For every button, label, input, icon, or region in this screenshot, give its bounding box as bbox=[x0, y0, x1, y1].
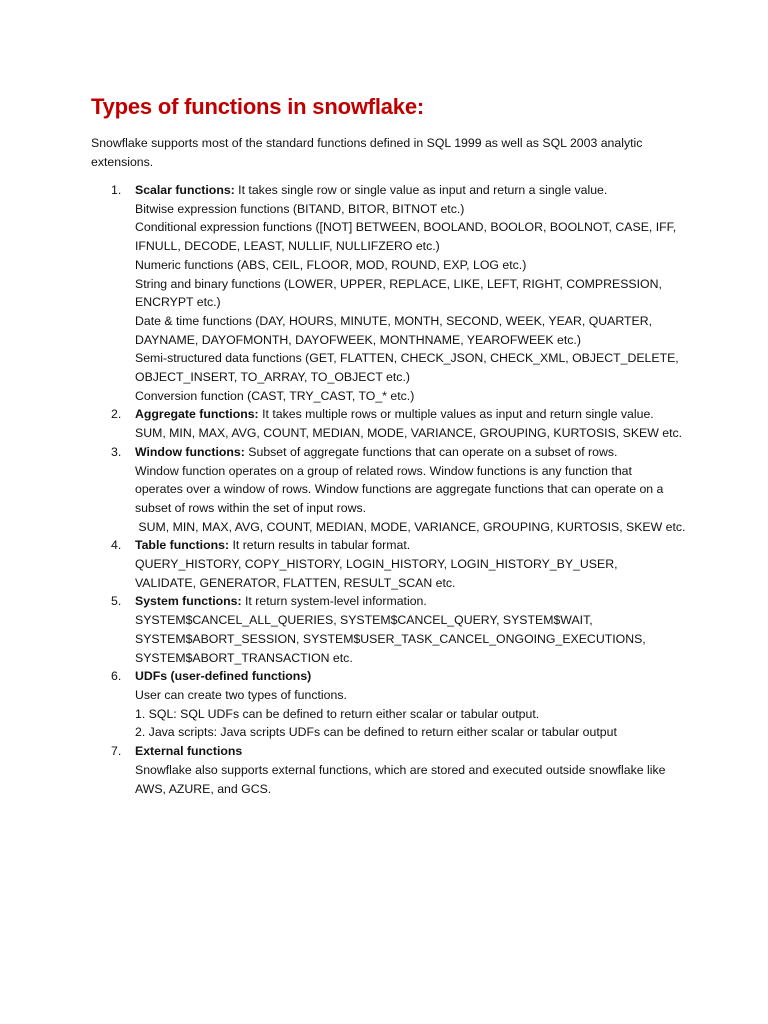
item-detail: Conversion function (CAST, TRY_CAST, TO_* etc.) bbox=[135, 388, 415, 403]
list-item-system-functions bbox=[0, 592, 680, 667]
list-number: 2. bbox=[111, 407, 122, 422]
item-summary: It takes multiple rows or multiple values as input and return single value. bbox=[258, 407, 654, 422]
list-number: 6. bbox=[111, 669, 122, 684]
item-detail: Numeric functions (ABS, CEIL, FLOOR, MOD, ROUND, EXP, LOG etc.) bbox=[135, 257, 527, 272]
list-item-aggregate-functions bbox=[0, 405, 683, 442]
item-heading: UDFs (user-defined functions) bbox=[135, 669, 312, 684]
intro-paragraph: Snowflake supports most of the standard functions defined in SQL 1999 as well as SQL 2003 analytic extensions. bbox=[91, 136, 643, 169]
list-item-table-functions bbox=[0, 536, 680, 592]
list-number: 4. bbox=[111, 538, 122, 553]
list-item-scalar-functions bbox=[0, 181, 680, 405]
item-heading: System functions: bbox=[135, 594, 242, 609]
list-number: 1. bbox=[111, 183, 122, 197]
item-summary: Subset of aggregate functions that can operate on a subset of rows. bbox=[244, 444, 618, 459]
item-detail: 2. Java scripts: Java scripts UDFs can be defined to return either scalar or tabular output bbox=[135, 725, 617, 740]
item-detail: Bitwise expression functions (BITAND, BITOR, BITNOT etc.) bbox=[135, 201, 465, 216]
item-detail: Semi-structured data functions (GET, FLATTEN, CHECK_JSON, CHECK_XML, OBJECT_DELETE, OBJECT_INSERT, TO_ARRAY, TO_OBJECT etc.) bbox=[135, 351, 679, 385]
item-summary: It return system-level information. bbox=[241, 594, 427, 609]
item-heading: Aggregate functions: bbox=[135, 407, 259, 422]
item-detail: Window function operates on a group of related rows. Window functions is any function that operates over a window of rows. Window functions are aggregate functions that can operate on a subset of rows within the set of input rows. bbox=[135, 463, 664, 515]
function-types-list bbox=[0, 181, 768, 798]
item-detail: User can create two types of functions. bbox=[135, 687, 347, 702]
document-title: Types of functions in snowflake: bbox=[91, 94, 424, 119]
item-detail: SYSTEM$CANCEL_ALL_QUERIES, SYSTEM$CANCEL_QUERY, SYSTEM$WAIT, SYSTEM$ABORT_SESSION, SYSTEM$USER_TASK_CANCEL_ONGOING_EXECUTIONS, SYSTEM$ABORT_TRANSACTION etc. bbox=[135, 613, 646, 665]
item-detail: Snowflake also supports external functions, which are stored and executed outside snowflake like AWS, AZURE, and GCS. bbox=[135, 762, 666, 796]
item-heading: Window functions: bbox=[135, 444, 245, 459]
item-detail: SUM, MIN, MAX, AVG, COUNT, MEDIAN, MODE, VARIANCE, GROUPING, KURTOSIS, SKEW etc. bbox=[135, 426, 683, 441]
item-detail: Date & time functions (DAY, HOURS, MINUTE, MONTH, SECOND, WEEK, YEAR, QUARTER, DAYNAME, DAYOFMONTH, DAYOFWEEK, MONTHNAME, YEAROFWEEK etc.) bbox=[135, 313, 653, 347]
item-summary: It return results in tabular format. bbox=[229, 538, 411, 553]
item-heading: Scalar functions: bbox=[135, 183, 235, 197]
item-summary: It takes single row or single value as input and return a single value. bbox=[234, 183, 608, 197]
list-number: 3. bbox=[111, 444, 122, 459]
list-item-udfs bbox=[0, 667, 680, 742]
item-heading: External functions bbox=[135, 744, 243, 759]
item-detail: SUM, MIN, MAX, AVG, COUNT, MEDIAN, MODE, VARIANCE, GROUPING, KURTOSIS, SKEW etc. bbox=[135, 519, 686, 534]
list-item-window-functions bbox=[0, 443, 686, 537]
item-heading: Table functions: bbox=[135, 538, 230, 553]
item-detail: 1. SQL: SQL UDFs can be defined to return either scalar or tabular output. bbox=[135, 706, 540, 721]
item-detail: Conditional expression functions ([NOT] BETWEEN, BOOLAND, BOOLOR, BOOLNOT, CASE, IFF, IFNULL, DECODE, LEAST, NULLIF, NULLIFZERO etc.) bbox=[135, 220, 677, 254]
item-detail: QUERY_HISTORY, COPY_HISTORY, LOGIN_HISTORY, LOGIN_HISTORY_BY_USER, VALIDATE, GENERATOR, FLATTEN, RESULT_SCAN etc. bbox=[135, 557, 618, 590]
item-detail: String and binary functions (LOWER, UPPER, REPLACE, LIKE, LEFT, RIGHT, COMPRESSION, ENCRYPT etc.) bbox=[135, 276, 662, 310]
list-number: 7. bbox=[111, 744, 122, 759]
list-number: 5. bbox=[111, 594, 122, 609]
list-item-external-functions bbox=[0, 742, 680, 798]
